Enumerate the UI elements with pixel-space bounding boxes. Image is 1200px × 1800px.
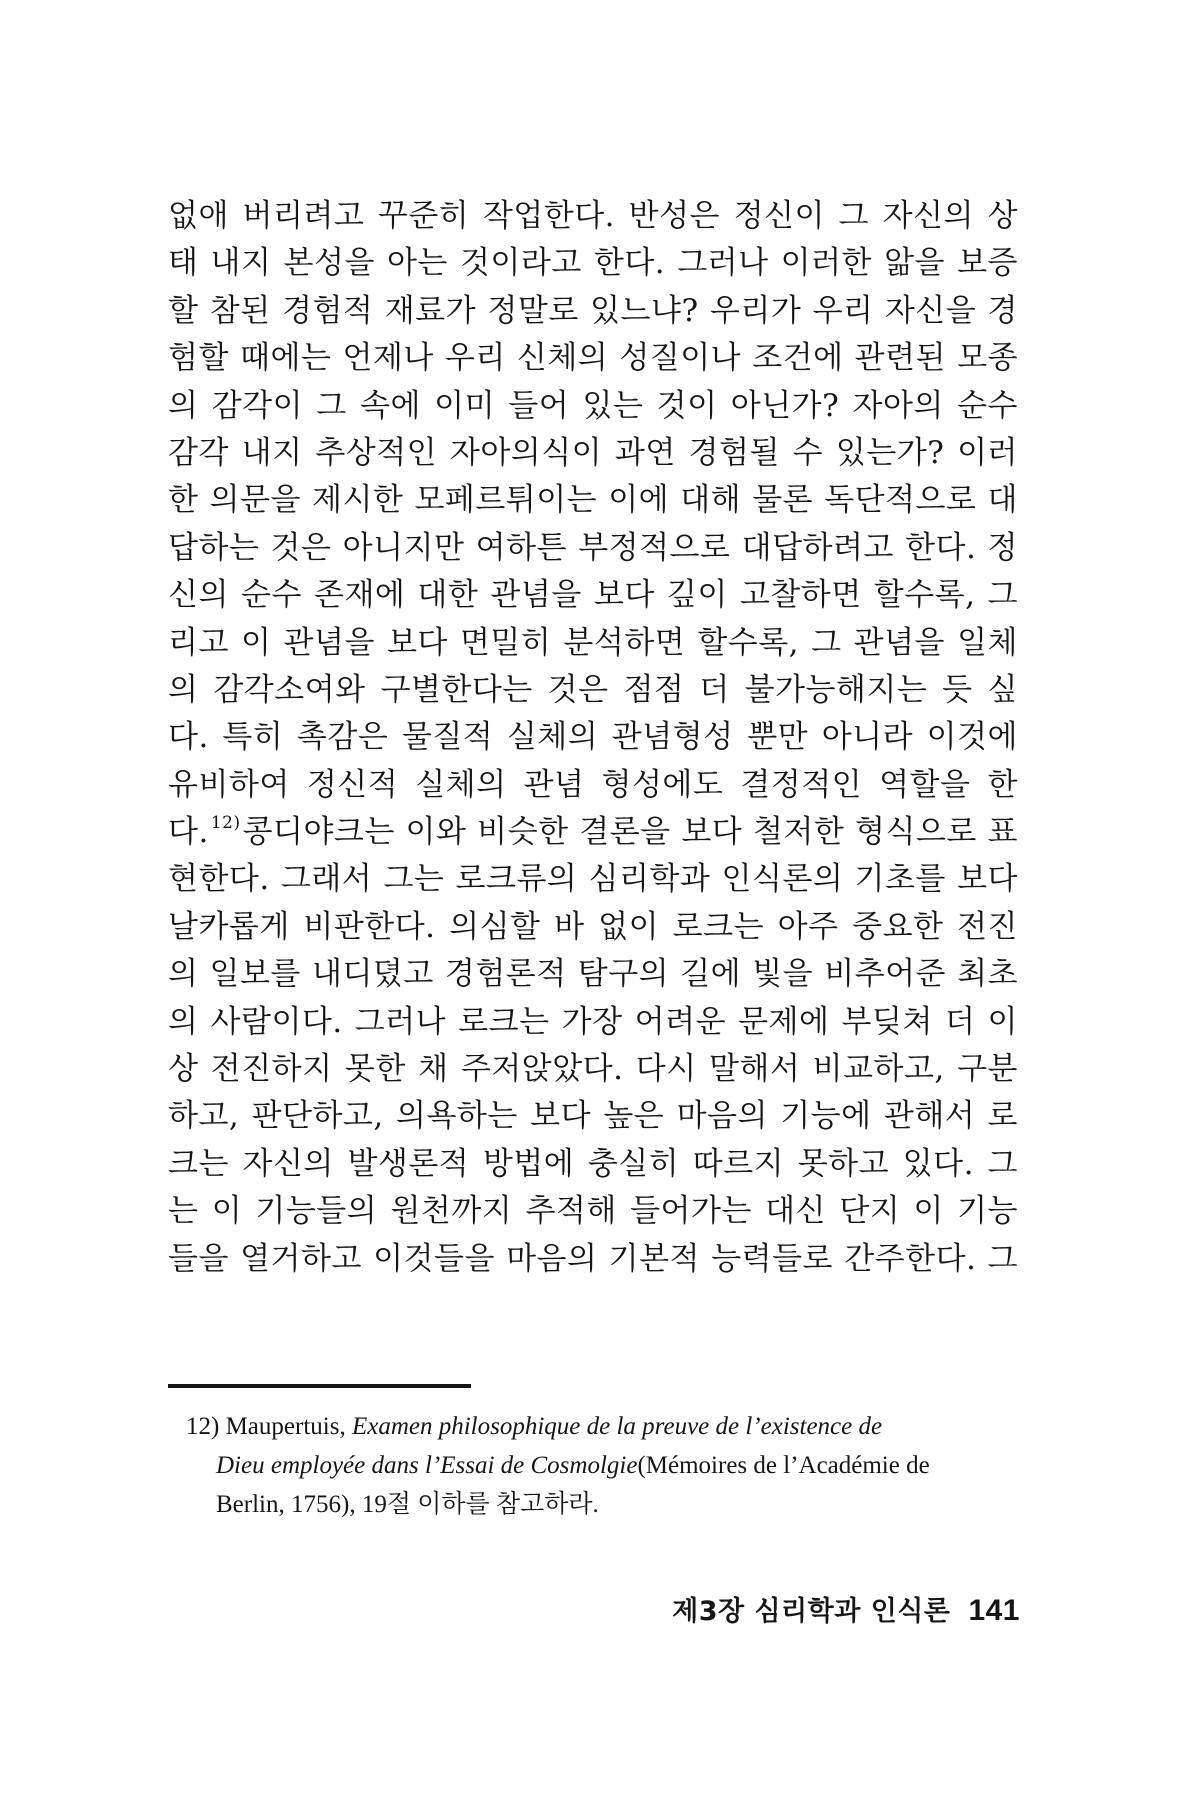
text-line: 유비하여 정신적 실체의 관념 형성에도 결정적인 역할을 한 — [168, 766, 1018, 803]
footnote-divider — [168, 1384, 471, 1388]
text-line: 의 감각소여와 구별한다는 것은 점점 더 불가능해지는 듯 싶 — [168, 671, 1018, 708]
text-line: 신의 순수 존재에 대한 관념을 보다 깊이 고찰하면 할수록, 그 — [168, 577, 1018, 614]
text-line: 상 전진하지 못한 채 주저앉았다. 다시 말해서 비교하고, 구분 — [168, 1051, 1018, 1088]
footnote — [186, 1407, 1020, 1524]
line-prefix: 다. — [168, 814, 209, 851]
text-line-with-footnote-ref — [168, 809, 1018, 856]
text-line: 다. 특히 촉감은 물질적 실체의 관념형성 뿐만 아니라 이것에 — [168, 719, 1018, 756]
text-line: 한 의문을 제시한 모페르튀이는 이에 대해 물론 독단적으로 대 — [168, 482, 1018, 519]
text-line: 들을 열거하고 이것들을 마음의 기본적 능력들로 간주한다. 그 — [168, 1240, 1018, 1277]
page-footer — [660, 1589, 1020, 1628]
footnote-number: 12) — [186, 1413, 220, 1440]
text-line: 태 내지 본성을 아는 것이라고 한다. 그러나 이러한 앎을 보증 — [168, 245, 1018, 282]
page-number: 141 — [968, 1594, 1020, 1627]
text-line: 의 일보를 내디뎠고 경험론적 탐구의 길에 빛을 비추어준 최초 — [168, 956, 1018, 993]
text-line: 감각 내지 추상적인 자아의식이 과연 경험될 수 있는가? 이러 — [168, 434, 1018, 471]
footnote-title-part1: Examen philosophique de la preuve de l’existence de — [351, 1413, 883, 1440]
footnote-source: (Mémoires de l’Académie de — [637, 1452, 930, 1479]
text-line: 리고 이 관념을 보다 면밀히 분석하면 할수록, 그 관념을 일체 — [168, 624, 1018, 661]
text-line: 는 이 기능들의 원천까지 추적해 들어가는 대신 단지 이 기능 — [168, 1193, 1018, 1230]
running-head: 제3장 심리학과 인식론 — [672, 1596, 951, 1627]
text-line: 하고, 판단하고, 의욕하는 보다 높은 마음의 기능에 관해서 로 — [168, 1098, 1018, 1135]
footnote-title-part2: Dieu employée dans l’Essai de Cosmolgie — [216, 1452, 638, 1479]
text-line: 험할 때에는 언제나 우리 신체의 성질이나 조건에 관련된 모종 — [168, 340, 1018, 377]
line-rest: 콩디야크는 이와 비슷한 결론을 보다 철저한 형식으로 표 — [242, 814, 1018, 851]
footnote-author: Maupertuis, — [225, 1413, 346, 1440]
footnote-line: Berlin, 1756), 19절 이하를 참고하라. — [216, 1491, 599, 1518]
text-line: 없애 버리려고 꾸준히 작업한다. 반성은 정신이 그 자신의 상 — [168, 198, 1018, 234]
text-line: 날카롭게 비판한다. 의심할 바 없이 로크는 아주 중요한 전진 — [168, 908, 1018, 945]
footnote-line — [186, 1407, 1020, 1446]
text-line: 의 감각이 그 속에 이미 들어 있는 것이 아닌가? 자아의 순수 — [168, 387, 1018, 424]
body-text — [168, 193, 1018, 1283]
text-line: 현한다. 그래서 그는 로크류의 심리학과 인식론의 기초를 보다 — [168, 861, 1018, 898]
footnote-line — [186, 1446, 1020, 1485]
text-line: 할 참된 경험적 재료가 정말로 있느냐? 우리가 우리 자신을 경 — [168, 292, 1018, 329]
text-line: 의 사람이다. 그러나 로크는 가장 어려운 문제에 부딪쳐 더 이 — [168, 1003, 1018, 1040]
text-line: 크는 자신의 발생론적 방법에 충실히 따르지 못하고 있다. 그 — [168, 1145, 1018, 1182]
footnote-reference[interactable]: 12) — [210, 813, 241, 834]
text-line: 답하는 것은 아니지만 여하튼 부정적으로 대답하려고 한다. 정 — [168, 529, 1018, 566]
